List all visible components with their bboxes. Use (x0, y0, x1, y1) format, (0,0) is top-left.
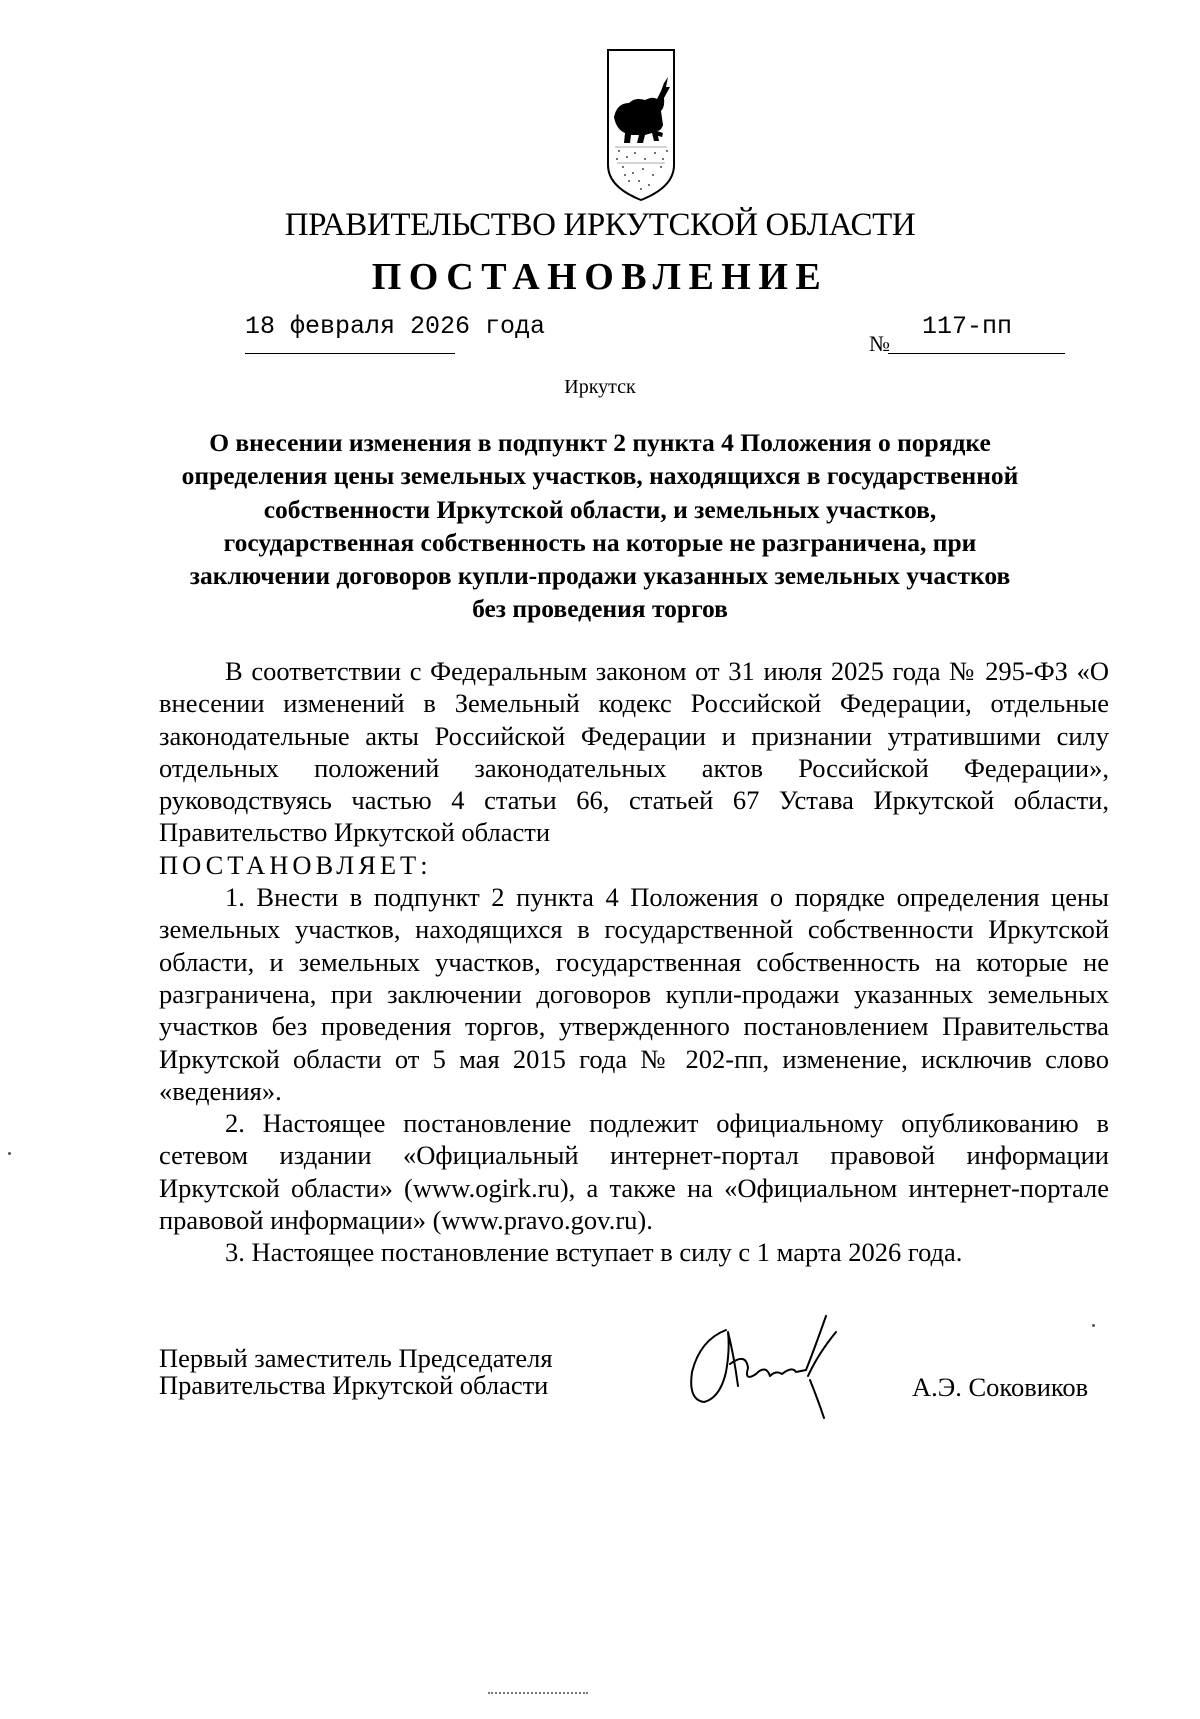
scan-speck (8, 1152, 11, 1155)
item-paragraph: 1. Внести в подпункт 2 пункта 4 Положения о порядке определения цены земельных участков, находящихся в государственной собственности Иркутской области, и земельных участков, государственная собственность на которые не разграничена, при заключении договоров купли-продажи указанных земельных участков без проведения торгов, утвержденного постановлением Правительства Иркутской области от 5 мая 2015 года № 202-пп, изменение, исключив слово «ведения». (159, 882, 1109, 1106)
resolves-heading: ПОСТАНОВЛЯЕТ: (159, 849, 432, 880)
number-underline (888, 353, 1065, 354)
signatory-position (159, 1345, 553, 1399)
signatory-position-line: Правительства Иркутской области (159, 1370, 549, 1400)
scan-artifact (488, 1692, 588, 1694)
document-body (159, 655, 1109, 1269)
document-number: 117-пп (922, 312, 1013, 341)
document-type: ПОСТАНОВЛЕНИЕ (371, 256, 829, 298)
scan-speck (1092, 1324, 1095, 1327)
signatory-name: А.Э. Соковиков (912, 1372, 1089, 1402)
government-name: ПРАВИТЕЛЬСТВО ИРКУТСКОЙ ОБЛАСТИ (284, 207, 916, 243)
document-title: О внесении изменения в подпункт 2 пункта 4 Положения о порядке определения цены земельных участков, находящихся в государственной собственности Иркутской области, и земельных участков, государственная собственность на которые не разграничена, при заключении договоров купли-продажи указанных земельных участков без проведения торгов (181, 428, 1019, 624)
handwritten-signature-icon (686, 1310, 871, 1430)
item-paragraph: 3. Настоящее постановление вступает в силу с 1 марта 2026 года. (225, 1237, 963, 1268)
item-paragraph: 2. Настоящее постановление подлежит официальному опубликованию в сетевом издании «Официальный интернет-портал правовой информации Иркутской области» (www.ogirk.ru), а также на «Официальном интернет-портале правовой информации» (www.pravo.gov.ru). (159, 1108, 1109, 1236)
city: Иркутск (564, 376, 636, 398)
signatory-position-line: Первый заместитель Председателя (159, 1343, 553, 1373)
date-underline (245, 353, 455, 354)
number-sign: № (869, 331, 890, 356)
preamble-paragraph: В соответствии с Федеральным законом от 31 июля 2025 года № 295-ФЗ «О внесении изменений в Земельный кодекс Российской Федерации, отдельные законодательные акты Российской Федерации и признании утратившими силу отдельных положений законодательных актов Российской Федерации», руководствуясь частью 4 статьи 66, статьей 67 Устава Иркутской области, Правительство Иркутской области (159, 656, 1109, 848)
irkutsk-coat-of-arms-icon (605, 47, 677, 203)
document-date: 18 февраля 2026 года (245, 312, 546, 341)
